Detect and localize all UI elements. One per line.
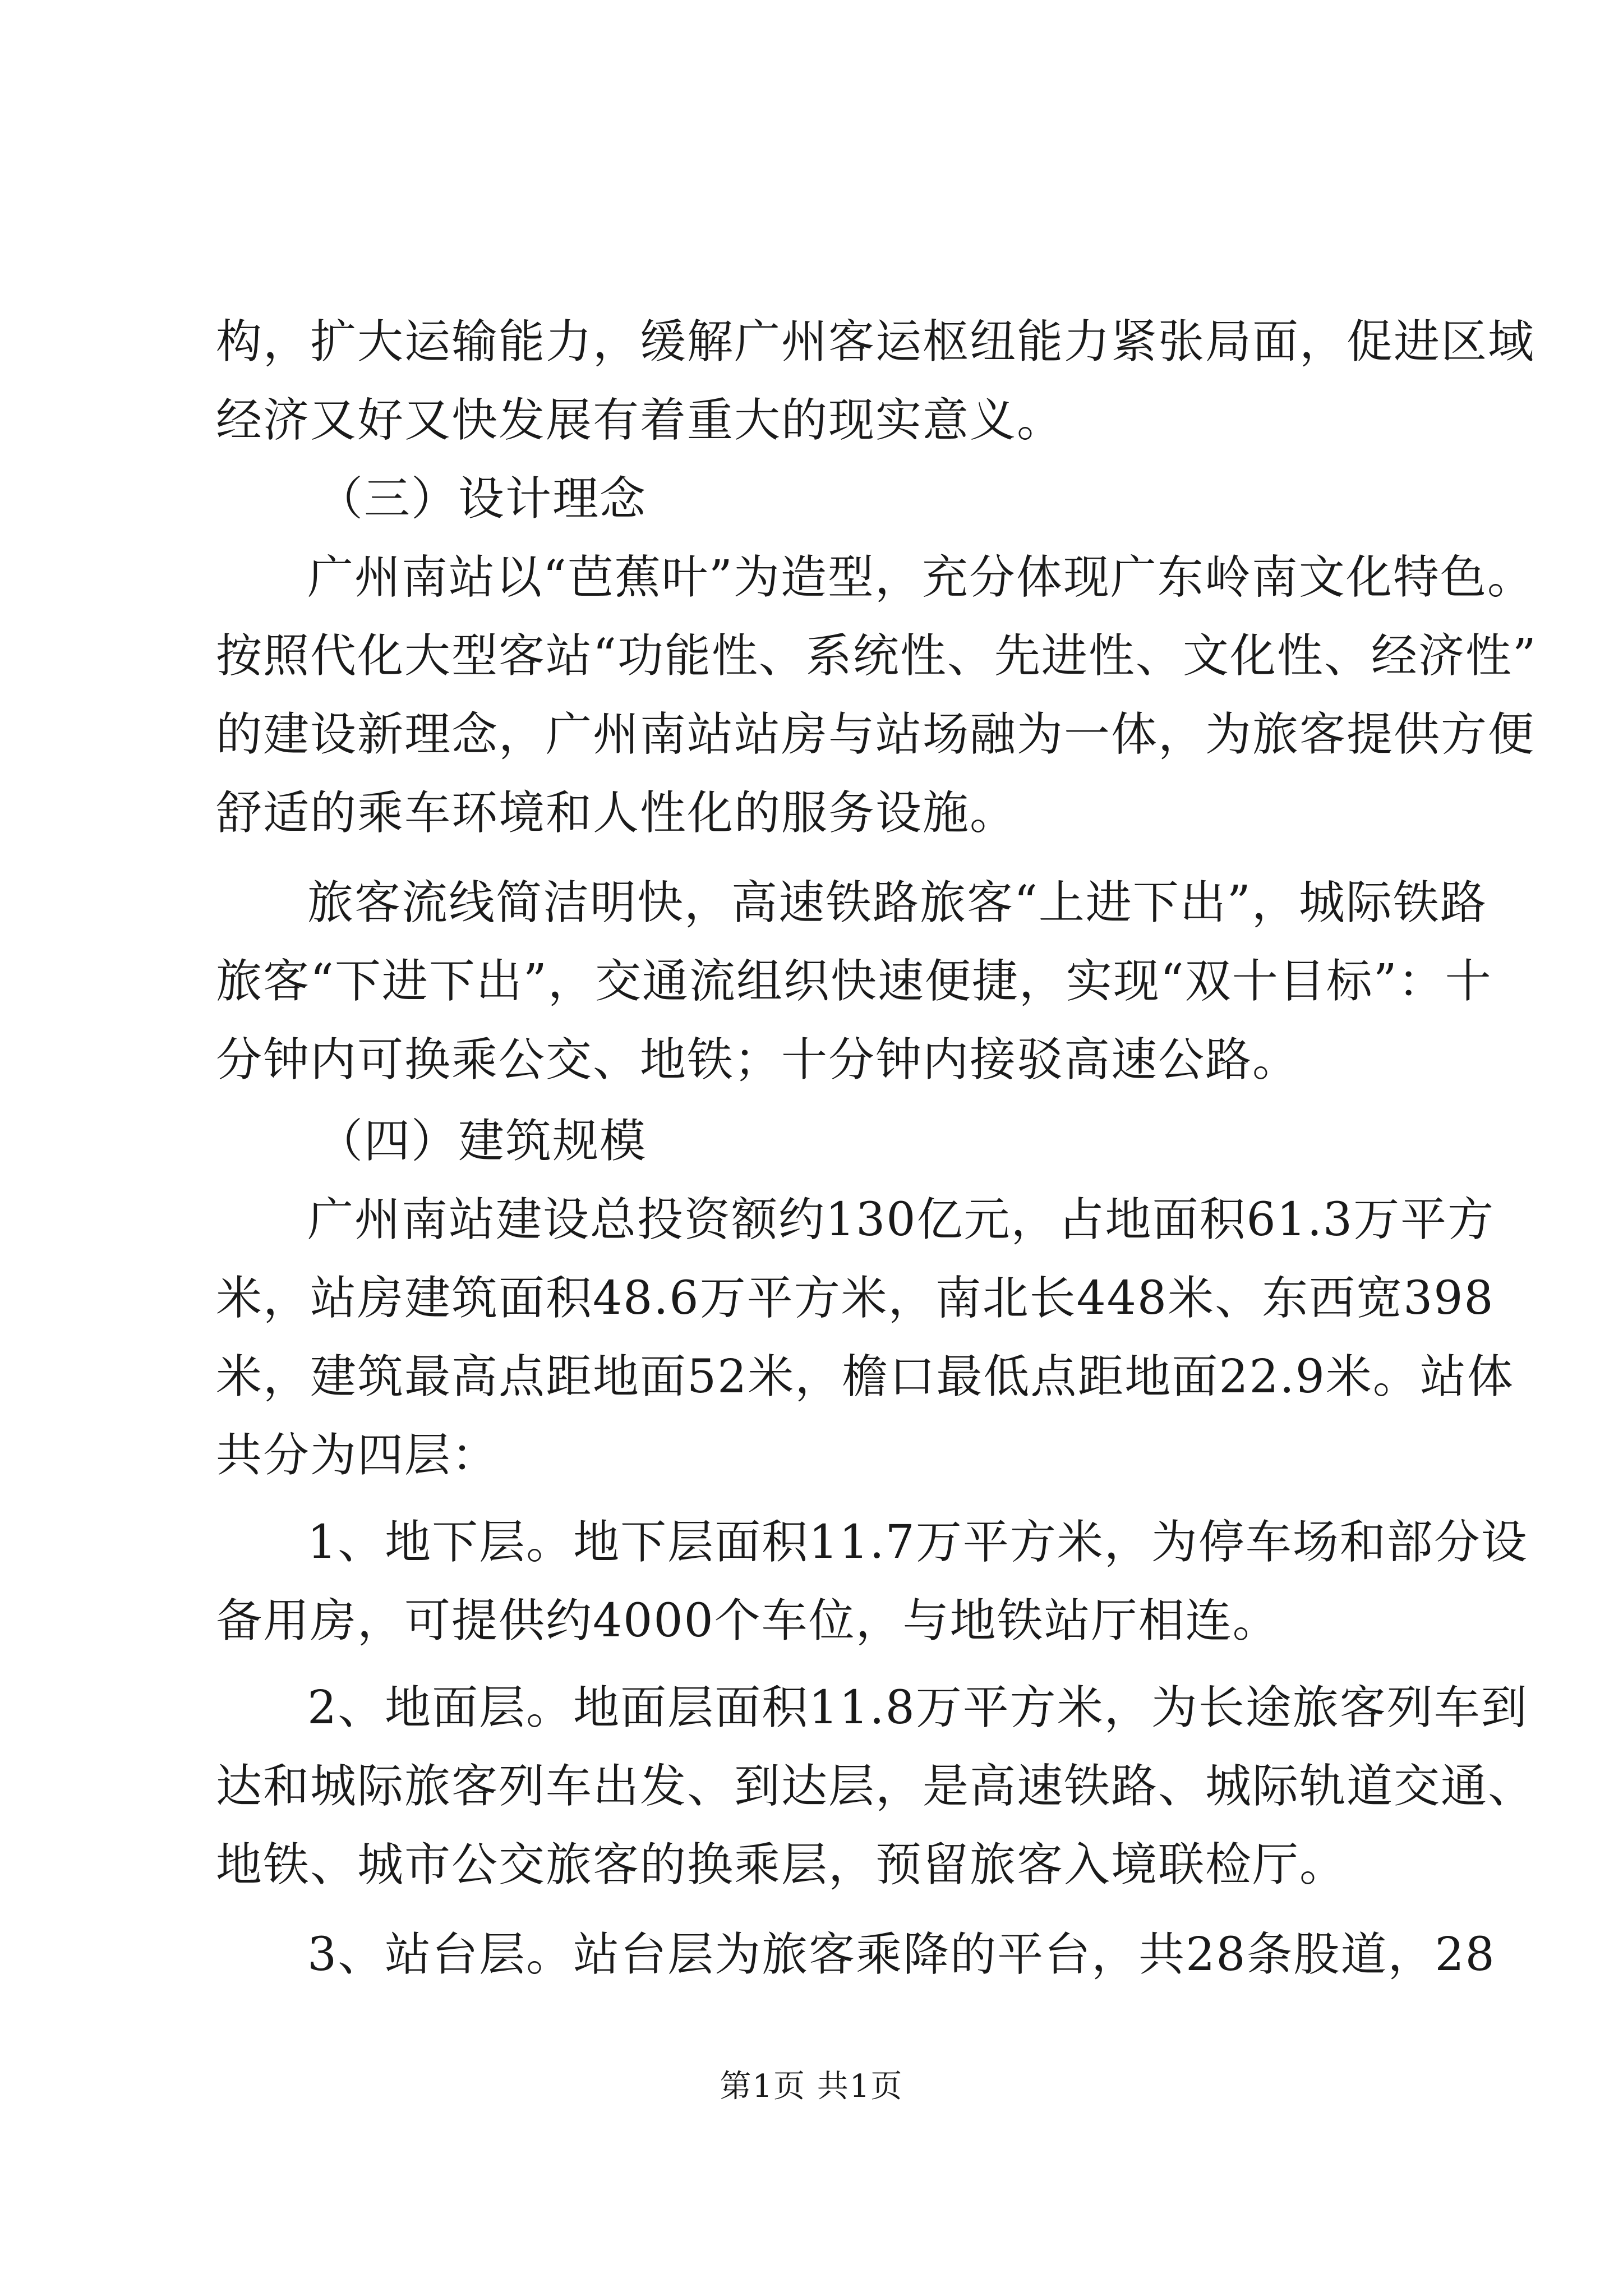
paragraph-line: 的建设新理念，广州南站站房与站场融为一体，为旅客提供方便 — [216, 708, 1536, 761]
paragraph-line: 广州南站建设总投资额约130亿元，占地面积61.3万平方 — [307, 1193, 1495, 1246]
paragraph-line: 1、地下层。地下层面积11.7万平方米，为停车场和部分设 — [307, 1516, 1528, 1569]
paragraph-line: 3、站台层。站台层为旅客乘降的平台，共28条股道，28 — [307, 1928, 1496, 1981]
paragraph-line: 地铁、城市公交旅客的换乘层，预留旅客入境联检厅。 — [216, 1838, 1347, 1892]
paragraph-line: 备用房，可提供约4000个车位，与地铁站厅相连。 — [216, 1594, 1280, 1648]
paragraph-line: 2、地面层。地面层面积11.8万平方米，为长途旅客列车到 — [307, 1681, 1528, 1734]
paragraph-line: 按照代化大型客站“功能性、系统性、先进性、文化性、经济性” — [216, 629, 1537, 683]
section-heading-building-scale: （四）建筑规模 — [317, 1115, 647, 1168]
paragraph-line: 构，扩大运输能力，缓解广州客运枢纽能力紧张局面，促进区域 — [216, 315, 1536, 369]
section-heading-design-concept: （三）设计理念 — [317, 472, 647, 526]
paragraph-line: 旅客流线简洁明快，高速铁路旅客“上进下出”，城际铁路 — [307, 876, 1487, 930]
page-footer: 第1页 共1页 — [720, 2068, 903, 2105]
paragraph-line: 达和城际旅客列车出发、到达层，是高速铁路、城际轨道交通、 — [216, 1760, 1536, 1813]
paragraph-line: 米，站房建筑面积48.6万平方米，南北长448米、东西宽398 — [216, 1272, 1495, 1325]
paragraph-line: 经济又好又快发展有着重大的现实意义。 — [216, 394, 1064, 447]
paragraph-line: 米，建筑最高点距地面52米，檐口最低点距地面22.9米。站体 — [216, 1350, 1514, 1404]
paragraph-line: 旅客“下进下出”，交通流组织快速便捷，实现“双十目标”：十 — [216, 955, 1492, 1008]
paragraph-line: 共分为四层： — [216, 1429, 499, 1482]
paragraph-line: 分钟内可换乘公交、地铁；十分钟内接驳高速公路。 — [216, 1033, 1300, 1087]
paragraph-line: 广州南站以“芭蕉叶”为造型，充分体现广东岭南文化特色。 — [307, 551, 1534, 604]
paragraph-line: 舒适的乘车环境和人性化的服务设施。 — [216, 786, 1017, 840]
